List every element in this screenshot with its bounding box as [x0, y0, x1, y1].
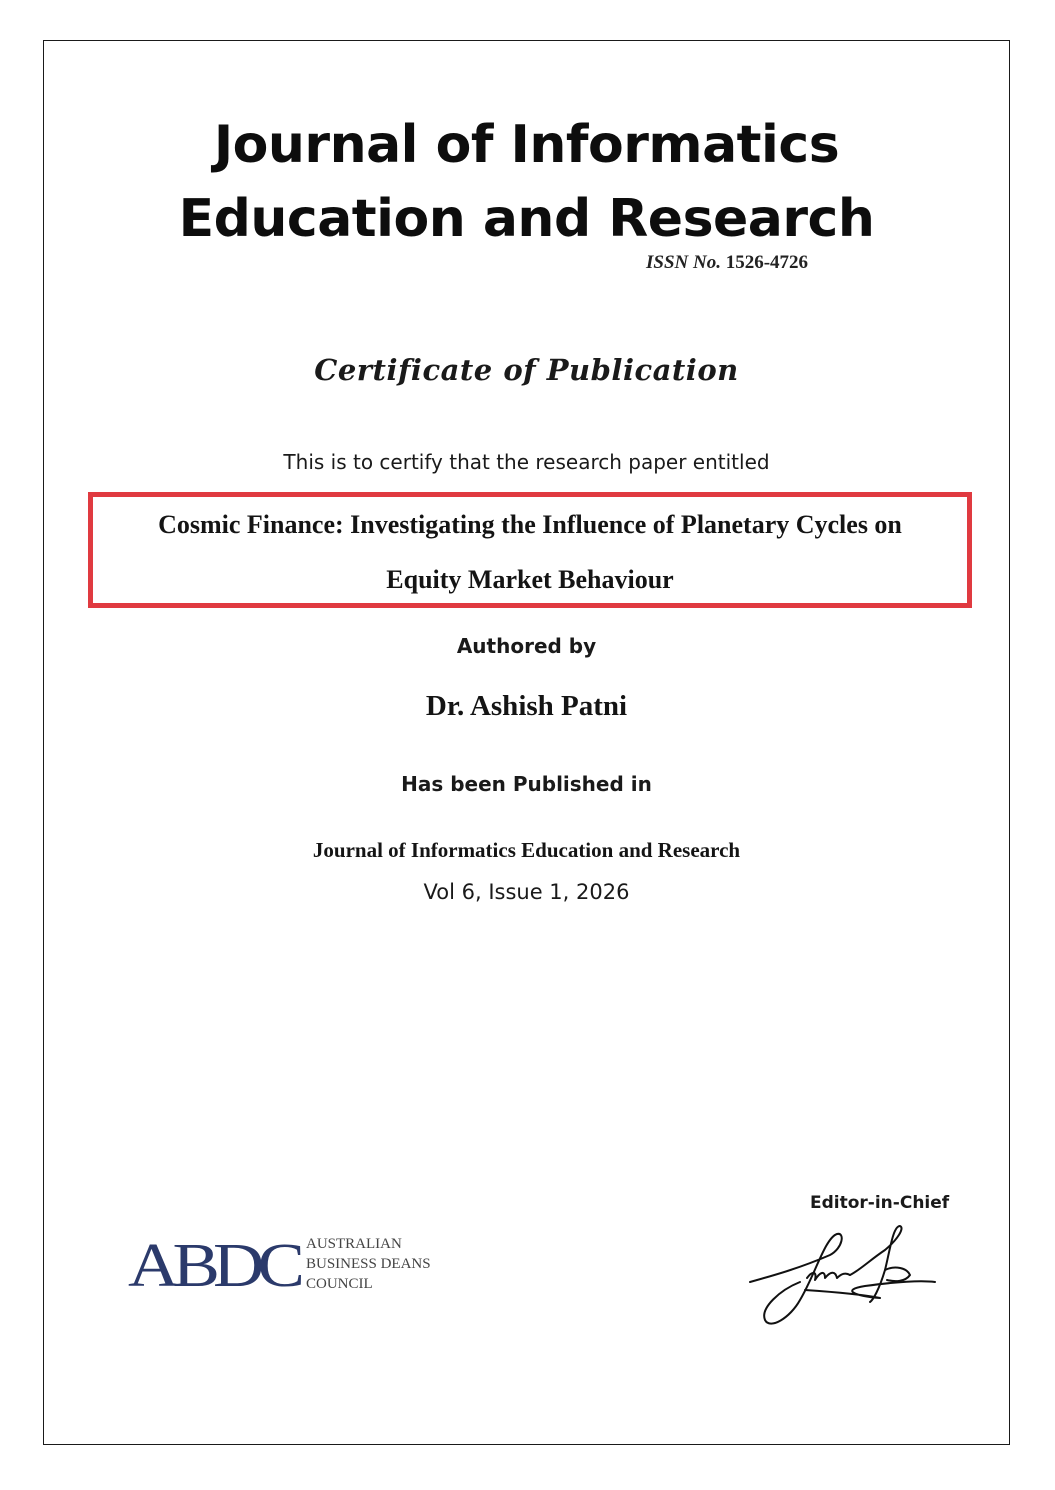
- abdc-logo: [128, 1228, 458, 1298]
- paper-title-line2: Equity Market Behaviour: [386, 565, 674, 594]
- certificate-heading: Certificate of Publication: [314, 353, 739, 387]
- abdc-logo-line1: AUSTRALIAN: [306, 1236, 402, 1252]
- journal-title-line2: Education and Research: [178, 189, 875, 249]
- abdc-logo-line3: COUNCIL: [306, 1276, 373, 1292]
- volume-issue: Vol 6, Issue 1, 2026: [423, 880, 630, 904]
- paper-title-line1: Cosmic Finance: Investigating the Influence of Planetary Cycles on: [158, 510, 902, 539]
- issn: [646, 252, 808, 274]
- editor-in-chief-label: Editor-in-Chief: [810, 1193, 950, 1213]
- abdc-logo-abbr: ABDC: [128, 1232, 302, 1298]
- paper-title: [93, 497, 967, 607]
- issn-label: ISSN No.: [646, 252, 721, 273]
- authored-by-label: Authored by: [456, 634, 597, 658]
- journal-name: Journal of Informatics Education and Research: [312, 838, 741, 862]
- published-in-label: Has been Published in: [401, 772, 652, 796]
- author-name: Dr. Ashish Patni: [425, 690, 628, 722]
- issn-number: 1526-4726: [725, 252, 809, 273]
- journal-title-line1: Journal of Informatics: [213, 115, 840, 175]
- certify-text: This is to certify that the research paper entitled: [283, 450, 770, 474]
- abdc-logo-line2: BUSINESS DEANS: [306, 1256, 431, 1272]
- journal-title: [43, 108, 1010, 256]
- editor-signature: [745, 1220, 945, 1335]
